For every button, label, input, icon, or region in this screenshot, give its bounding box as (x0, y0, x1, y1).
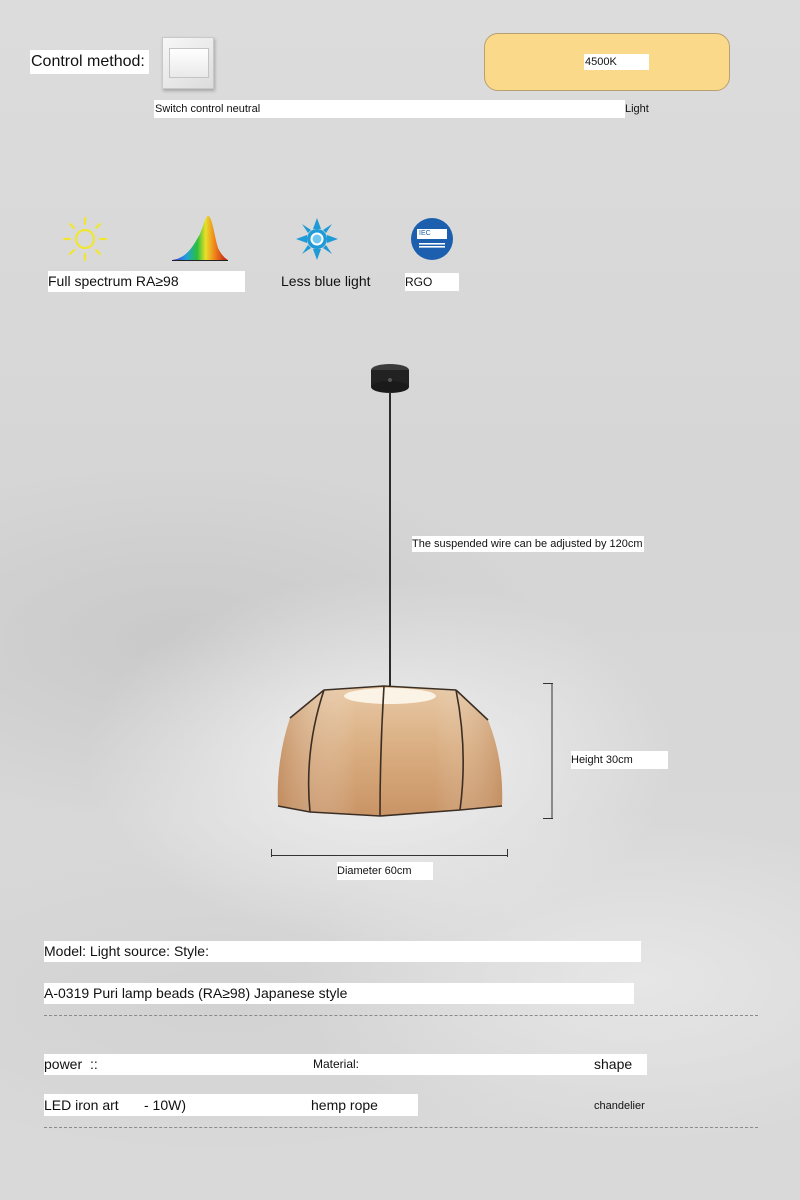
iec-certification-icon (410, 217, 454, 261)
shape-label: shape (594, 1056, 633, 1072)
spec-heading-model-source-style: Model: Light source: Style: (44, 941, 641, 962)
material-label: Material: (313, 1057, 360, 1071)
section-divider (44, 1127, 758, 1128)
less-blue-light-label: Less blue light (281, 273, 371, 289)
height-dimension-line (540, 683, 554, 819)
rgo-label: RGO (405, 273, 459, 291)
wire-adjustment-note: The suspended wire can be adjusted by 120cm (412, 538, 643, 550)
control-method-label: Control method: (30, 50, 149, 74)
light-label: Light (625, 103, 649, 115)
shape-value: chandelier (594, 1100, 645, 1112)
diameter-label: Diameter 60cm (337, 862, 433, 880)
suspension-wire (389, 392, 391, 688)
spec-values-power-material (44, 1094, 418, 1116)
color-temperature-label: 4500K (584, 54, 649, 70)
spec-values-model-source-style: A-0319 Puri lamp beads (RA≥98) Japanese style (44, 983, 634, 1004)
diameter-dimension-line (270, 846, 510, 858)
spectrum-chart-icon (170, 214, 230, 262)
blue-sun-icon (294, 216, 340, 262)
section-divider (44, 1015, 758, 1016)
wall-switch-icon (162, 37, 214, 89)
lamp-shade (276, 680, 504, 820)
iec-badge-text: IEC (419, 230, 431, 237)
spec-heading-power-material-shape (44, 1054, 647, 1075)
full-spectrum-label: Full spectrum RA≥98 (48, 271, 245, 292)
power-separator: :: (90, 1056, 98, 1072)
ceiling-canopy (370, 363, 410, 393)
power-value: - 10W) (144, 1097, 186, 1113)
switch-control-description: Switch control neutral (154, 100, 625, 118)
led-iron-art-value: LED iron art (44, 1097, 119, 1113)
power-label: power (44, 1056, 83, 1072)
sun-icon (62, 216, 108, 262)
material-value: hemp rope (311, 1097, 378, 1113)
height-label: Height 30cm (571, 751, 668, 769)
